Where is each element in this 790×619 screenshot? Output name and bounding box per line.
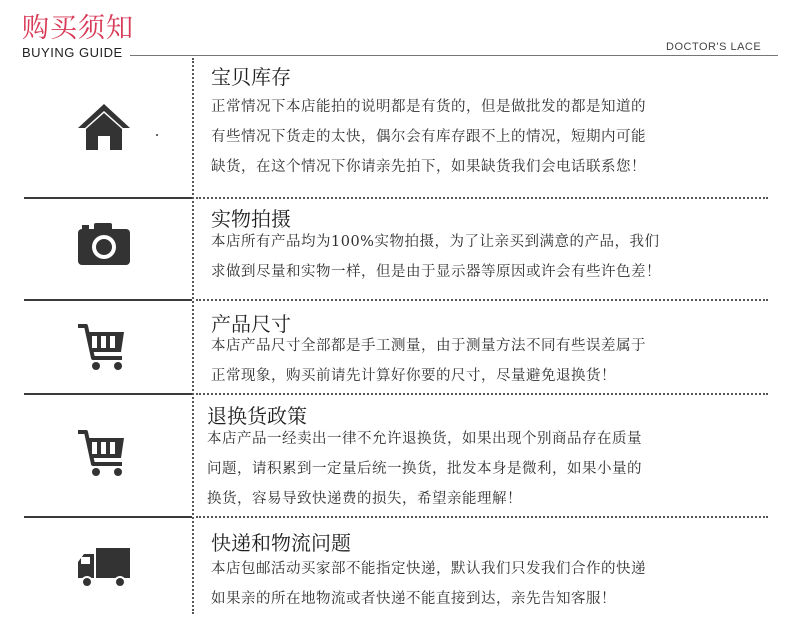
section-body-line: 有些情况下货走的太快，偶尔会有库存跟不上的情况，短期内可能 [211, 129, 646, 145]
section-body-line: 本店包邮活动买家部不能指定快递，默认我们只发我们合作的快递 [211, 561, 646, 577]
section-body-line: 本店产品尺寸全部都是手工测量，由于测量方法不同有些误差属于 [211, 338, 646, 354]
section-divider-dotted [196, 393, 768, 395]
section-body-line: 如果亲的所在地物流或者快递不能直接到达，亲先告知客服！ [211, 591, 616, 607]
home-icon [74, 98, 134, 158]
vertical-divider [192, 58, 194, 614]
section-divider [24, 393, 192, 395]
section-body-line: 本店所有产品均为100%实物拍摄，为了让亲买到满意的产品，我们 [211, 234, 660, 250]
section-title: 退换货政策 [207, 404, 307, 428]
section-body [211, 331, 646, 391]
section-body-line: 本店产品一经卖出一律不允许退换货，如果出现个别商品存在质量 [207, 431, 642, 447]
shopping-cart-icon [74, 424, 134, 484]
section-body-line: 正常情况下本店能拍的说明都是有货的，但是做批发的都是知道的 [211, 99, 646, 115]
delivery-truck-icon [74, 538, 134, 598]
brand-name: DOCTOR'S LACE [666, 41, 762, 53]
section-body-line: 求做到尽量和实物一样，但是由于显示器等原因或许会有些许色差！ [211, 264, 661, 280]
decorative-dot [156, 134, 158, 136]
page-title: 购买须知 [22, 13, 134, 44]
section-divider [24, 299, 192, 301]
section-body-line: 问题，请积累到一定量后统一换货，批发本身是微利，如果小量的 [207, 461, 642, 477]
section-body-line: 换货，容易导致快递费的损失，希望亲能理解！ [207, 491, 522, 507]
section-body [211, 554, 646, 614]
shopping-cart-icon [74, 318, 134, 378]
section-divider-dotted [196, 299, 768, 301]
section-body-line: 缺货，在这个情况下你请亲先拍下，如果缺货我们会电话联系您！ [211, 159, 646, 175]
section-title: 宝贝库存 [211, 65, 291, 89]
section-title: 实物拍摄 [211, 207, 291, 231]
section-title: 产品尺寸 [211, 312, 291, 336]
page-subtitle: BUYING GUIDE [22, 45, 123, 60]
header-divider [130, 55, 778, 56]
section-divider-dotted [196, 197, 768, 199]
section-body [207, 424, 642, 514]
section-body-line: 正常现象，购买前请先计算好你要的尺寸，尽量避免退换货！ [211, 368, 616, 384]
section-body [211, 227, 661, 287]
section-divider-dotted [196, 516, 768, 518]
section-title: 快递和物流问题 [211, 531, 351, 555]
section-body [211, 92, 646, 182]
section-divider [24, 197, 192, 199]
section-divider [24, 516, 192, 518]
camera-icon [74, 215, 134, 275]
